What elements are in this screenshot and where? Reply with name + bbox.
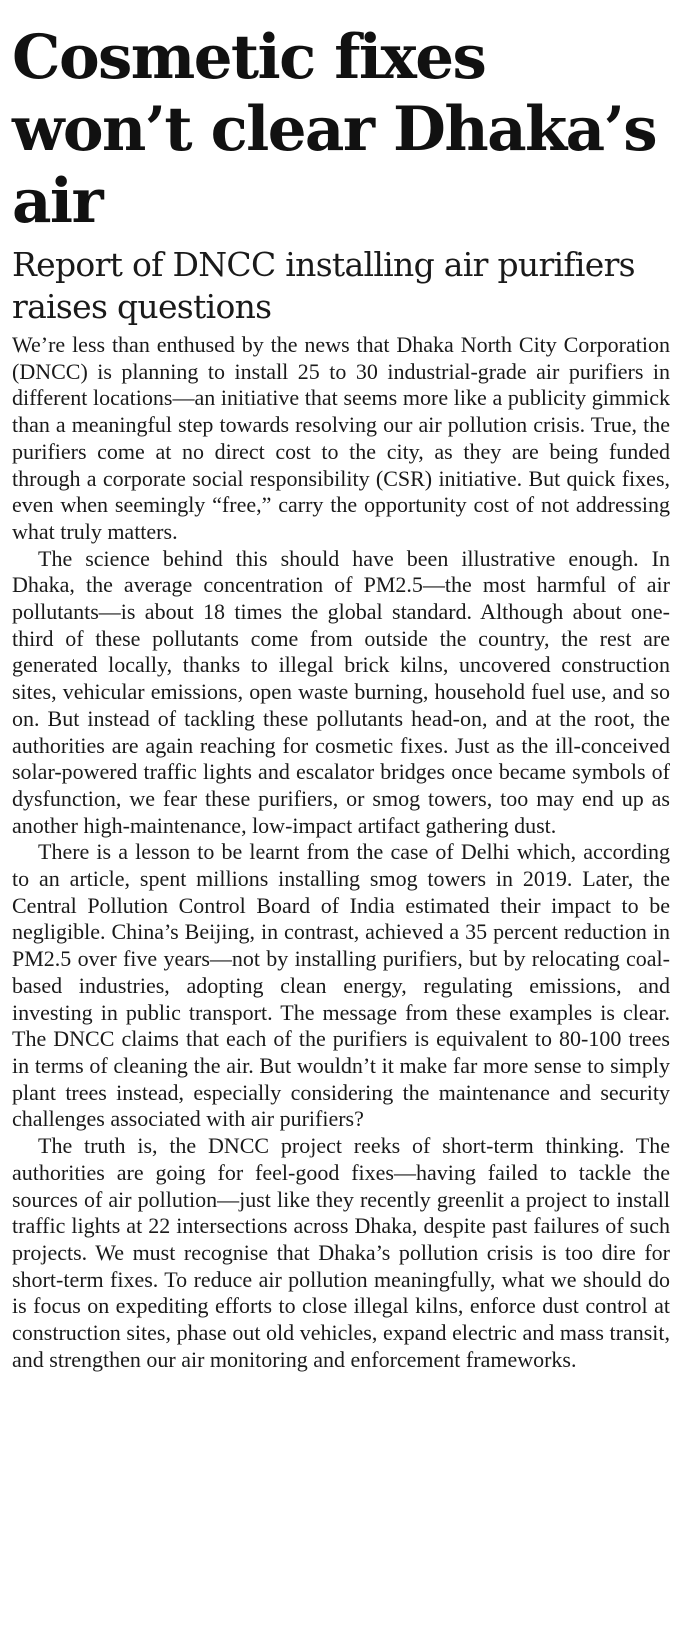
body-paragraph-3: There is a lesson to be learnt from the case of Delhi which, according to an article, spent millions installing smog towers in 2019. Later, the Central Pollution Control Board of India estimated their impact to be negligible. China’s Beijing, in contrast, achieved a 35 percent reduction in PM2.5 over five years—not by installing purifiers, but by relocating coal-based industries, adopting clean energy, regulating emissions, and investing in public transport. The message from these examples is clear. The DNCC claims that each of the purifiers is equivalent to 80-100 trees in terms of cleaning the air. But wouldn’t it make far more sense to simply plant trees instead, especially considering the maintenance and security challenges associated with air purifiers? — [12, 839, 670, 1132]
article-body — [12, 332, 670, 1373]
body-paragraph-1: We’re less than enthused by the news that Dhaka North City Corporation (DNCC) is planning to install 25 to 30 industrial-grade air purifiers in different locations—an initiative that seems more like a publicity gimmick than a meaningful step towards resolving our air pollution crisis. True, the purifiers come at no direct cost to the city, as they are being funded through a corporate social responsibility (CSR) initiative. But quick fixes, even when seemingly “free,” carry the opportunity cost of not addressing what truly matters. — [12, 332, 670, 544]
headline: Cosmetic fixes won’t clear Dhaka’s air — [12, 22, 656, 237]
body-paragraph-2: The science behind this should have been illustrative enough. In Dhaka, the average concentration of PM2.5—the most harmful of air pollutants—is about 18 times the global standard. Although about one-third of these pollutants come from outside the country, the rest are generated locally, thanks to illegal brick kilns, uncovered construction sites, vehicular emissions, open waste burning, household fuel use, and so on. But instead of tackling these pollutants head-on, and at the root, the authorities are again reaching for cosmetic fixes. Just as the ill-conceived solar-powered traffic lights and escalator bridges once became symbols of dysfunction, we fear these purifiers, or smog towers, too may end up as another high-maintenance, low-impact artifact gathering dust. — [12, 545, 670, 838]
subheadline: Report of DNCC installing air purifiers raises questions — [12, 245, 635, 326]
body-paragraph-4: The truth is, the DNCC project reeks of short-term thinking. The authorities are going for feel-good fixes—having failed to tackle the sources of air pollution—just like they recently greenlit a project to install traffic lights at 22 intersections across Dhaka, despite past failures of such projects. We must recognise that Dhaka’s pollution crisis is too dire for short-term fixes. To reduce air pollution meaningfully, what we should do is focus on expediting efforts to close illegal kilns, enforce dust control at construction sites, phase out old vehicles, expand electric and mass transit, and strengthen our air monitoring and enforcement frameworks. — [12, 1133, 670, 1372]
